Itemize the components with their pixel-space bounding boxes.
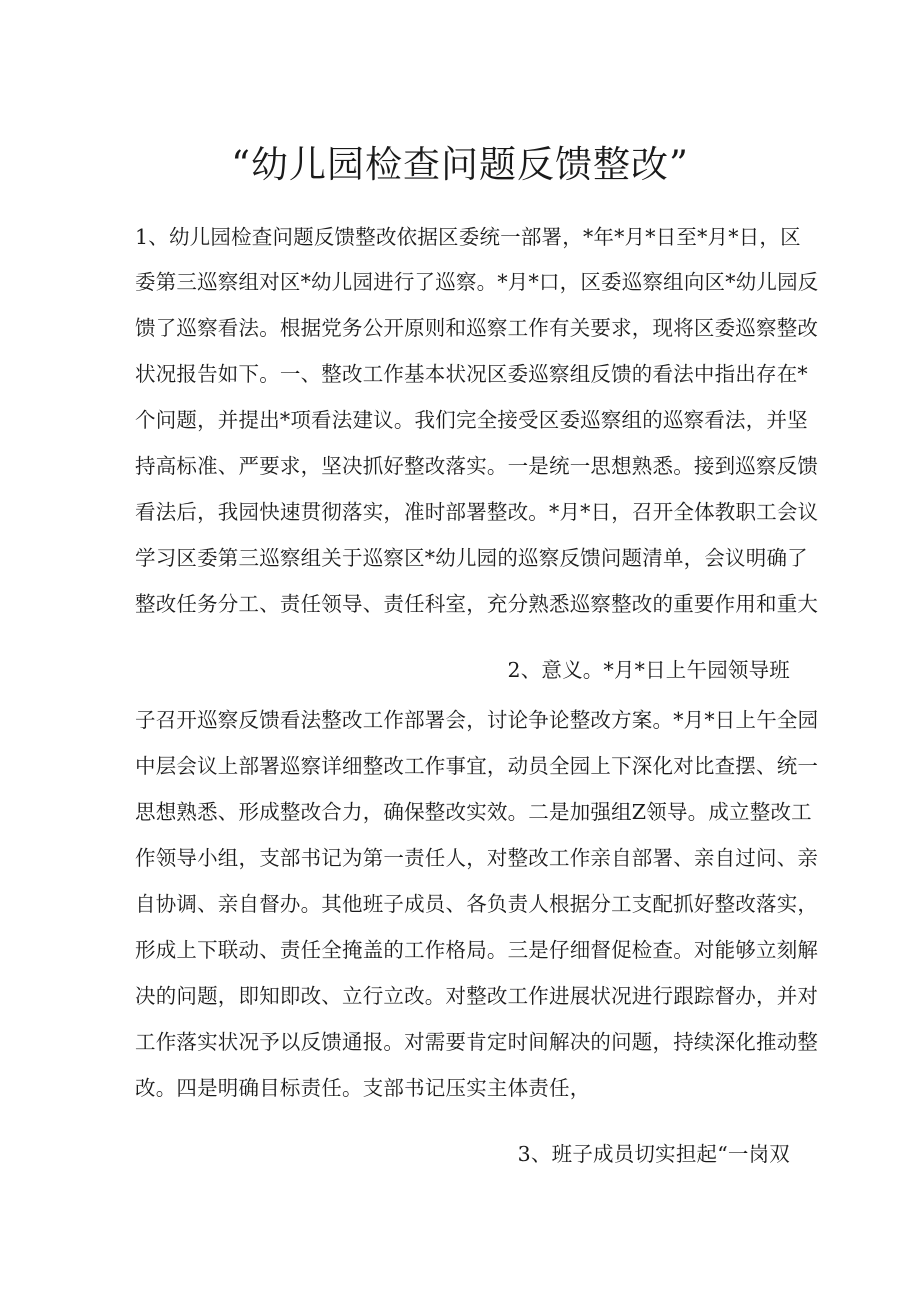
text-line: 委第三巡察组对区*幼儿园进行了巡察。*月*口，区委巡察组向区*幼儿园反 bbox=[135, 270, 819, 294]
section-heading-3: 3、班子成员切实担起“一岗双 bbox=[517, 1142, 790, 1166]
text-line: 思想熟悉、形成整改合力，确保整改实效。二是加强组Z领导。成立整改工 bbox=[135, 800, 812, 824]
text-line: 状况报告如下。一、整改工作基本状况区委巡察组反馈的看法中指出存在* bbox=[135, 362, 808, 386]
text-line: 看法后，我园快速贯彻落实，准时部署整改。*月*日，召开全体教职工会议 bbox=[135, 500, 819, 524]
text-line: 决的问题，即知即改、立行立改。对整改工作进展状况进行跟踪督办，并对 bbox=[135, 984, 819, 1008]
text-line: 馈了巡察看法。根据党务公开原则和巡察工作有关要求，现将区委巡察整改 bbox=[135, 316, 819, 340]
document-title: “幼儿园检查问题反馈整改” bbox=[231, 143, 689, 186]
text-line: 工作落实状况予以反馈通报。对需要肯定时间解决的问题，持续深化推动整 bbox=[135, 1030, 819, 1054]
text-line: 中层会议上部署巡察详细整改工作事宜，动员全园上下深化对比查摆、统一 bbox=[135, 754, 819, 778]
text-line: 形成上下联动、责任全掩盖的工作格局。三是仔细督促检查。对能够立刻解 bbox=[135, 938, 819, 962]
text-line: 子召开巡察反馈看法整改工作部署会，讨论争论整改方案。*月*日上午全园 bbox=[135, 708, 819, 732]
text-line: 作领导小组，支部书记为第一责任人，对整改工作亲自部署、亲自过问、亲 bbox=[135, 846, 819, 870]
text-line: 整改任务分工、责任领导、责任科室，充分熟悉巡察整改的重要作用和重大 bbox=[135, 592, 819, 616]
text-line: 持高标准、严要求，坚决抓好整改落实。一是统一思想熟悉。接到巡察反馈 bbox=[135, 454, 819, 478]
text-line: 个问题，并提出*项看法建议。我们完全接受区委巡察组的巡察看法，并坚 bbox=[135, 408, 808, 432]
section-heading-2: 2、意义。*月*日上午园领导班 bbox=[507, 658, 790, 682]
text-line: 1、幼儿园检查问题反馈整改依据区委统一部署，*年*月*日至*月*日，区 bbox=[135, 225, 801, 249]
text-line: 自协调、亲自督办。其他班子成员、各负责人根据分工支配抓好整改落实， bbox=[135, 892, 819, 916]
text-line: 改。四是明确目标责任。支部书记压实主体责任， bbox=[135, 1076, 591, 1100]
text-line: 学习区委第三巡察组关于巡察区*幼儿园的巡察反馈问题清单，会议明确了 bbox=[135, 546, 808, 570]
